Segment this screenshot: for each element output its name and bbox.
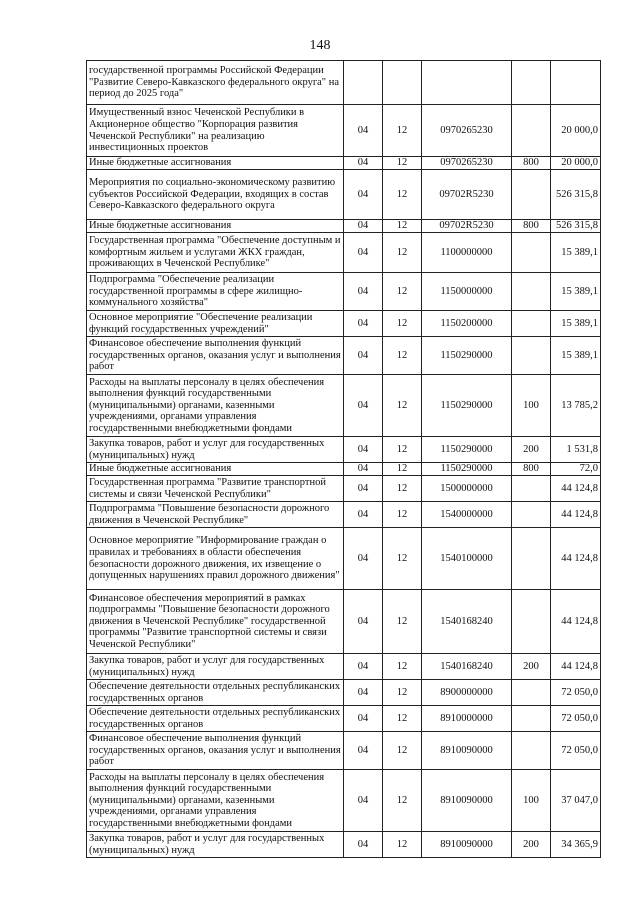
row-expense-type: 100 xyxy=(512,770,551,832)
row-name: Закупка товаров, работ и услуг для государственных (муниципальных) нужд xyxy=(87,654,344,680)
row-expense-type xyxy=(512,311,551,337)
row-amount: 13 785,2 xyxy=(551,375,601,437)
row-subsection: 12 xyxy=(383,375,422,437)
row-amount: 1 531,8 xyxy=(551,437,601,463)
row-name: Государственная программа "Обеспечение доступным и комфортным жильем и услугами ЖКХ граждан, проживающих в Чеченской Республике" xyxy=(87,233,344,273)
row-section: 04 xyxy=(344,590,383,654)
row-name: Подпрограмма "Повышение безопасности дорожного движения в Чеченской Республике" xyxy=(87,502,344,528)
row-target-article: 1150000000 xyxy=(422,273,512,311)
row-section: 04 xyxy=(344,770,383,832)
table-row xyxy=(87,732,601,770)
row-subsection: 12 xyxy=(383,528,422,590)
row-expense-type: 200 xyxy=(512,654,551,680)
row-target-article: 0970265230 xyxy=(422,157,512,170)
row-expense-type xyxy=(512,590,551,654)
row-target-article: 1150290000 xyxy=(422,437,512,463)
row-amount: 44 124,8 xyxy=(551,476,601,502)
row-amount: 20 000,0 xyxy=(551,105,601,157)
table-row xyxy=(87,528,601,590)
table-row xyxy=(87,502,601,528)
row-name: Закупка товаров, работ и услуг для государственных (муниципальных) нужд xyxy=(87,832,344,858)
row-target-article: 8910000000 xyxy=(422,706,512,732)
table-row xyxy=(87,337,601,375)
row-amount: 72,0 xyxy=(551,463,601,476)
row-target-article: 1540100000 xyxy=(422,528,512,590)
row-subsection: 12 xyxy=(383,476,422,502)
row-amount: 15 389,1 xyxy=(551,311,601,337)
row-amount: 72 050,0 xyxy=(551,680,601,706)
table-row xyxy=(87,105,601,157)
row-target-article: 1150290000 xyxy=(422,337,512,375)
row-section: 04 xyxy=(344,170,383,220)
row-expense-type xyxy=(512,502,551,528)
row-section xyxy=(344,61,383,105)
row-expense-type xyxy=(512,61,551,105)
row-amount: 44 124,8 xyxy=(551,654,601,680)
row-subsection: 12 xyxy=(383,170,422,220)
row-target-article: 1150290000 xyxy=(422,463,512,476)
table-row xyxy=(87,311,601,337)
row-target-article: 1540168240 xyxy=(422,654,512,680)
table-row xyxy=(87,157,601,170)
row-subsection: 12 xyxy=(383,732,422,770)
row-name: Финансовое обеспечения мероприятий в рамках подпрограммы "Повышение безопасности дорожного движения в Чеченской Республике" государственной программы "Развитие транспортной системы и связи Чеченской Республики" xyxy=(87,590,344,654)
table-row xyxy=(87,680,601,706)
table-row xyxy=(87,170,601,220)
row-target-article: 8900000000 xyxy=(422,680,512,706)
row-amount: 15 389,1 xyxy=(551,337,601,375)
row-target-article: 8910090000 xyxy=(422,732,512,770)
row-name: Основное мероприятие "Обеспечение реализации функций государственных учреждений" xyxy=(87,311,344,337)
row-amount: 44 124,8 xyxy=(551,590,601,654)
row-subsection: 12 xyxy=(383,437,422,463)
row-expense-type xyxy=(512,105,551,157)
row-expense-type: 800 xyxy=(512,220,551,233)
row-section: 04 xyxy=(344,528,383,590)
budget-table-body xyxy=(87,61,601,858)
row-name: государственной программы Российской Федерации "Развитие Северо-Кавказского федерального округа" на период до 2025 года" xyxy=(87,61,344,105)
row-expense-type: 800 xyxy=(512,463,551,476)
row-subsection: 12 xyxy=(383,680,422,706)
row-subsection xyxy=(383,61,422,105)
row-subsection: 12 xyxy=(383,233,422,273)
row-subsection: 12 xyxy=(383,273,422,311)
row-amount: 72 050,0 xyxy=(551,732,601,770)
row-name: Расходы на выплаты персоналу в целях обеспечения выполнения функций государственными (муниципальными) органами, казенными учреждениями, органами управления государственными внебюджетными фондами xyxy=(87,375,344,437)
table-row xyxy=(87,61,601,105)
budget-table xyxy=(86,60,601,858)
row-section: 04 xyxy=(344,437,383,463)
row-section: 04 xyxy=(344,654,383,680)
row-target-article: 1150290000 xyxy=(422,375,512,437)
table-row xyxy=(87,706,601,732)
row-target-article: 0970265230 xyxy=(422,105,512,157)
row-amount xyxy=(551,61,601,105)
row-name: Мероприятия по социально-экономическому развитию субъектов Российской Федерации, входящих в состав Северо-Кавказского федерального округа xyxy=(87,170,344,220)
row-name: Обеспечение деятельности отдельных республиканских государственных органов xyxy=(87,706,344,732)
row-section: 04 xyxy=(344,502,383,528)
row-expense-type: 100 xyxy=(512,375,551,437)
row-target-article: 09702R5230 xyxy=(422,220,512,233)
row-amount: 526 315,8 xyxy=(551,170,601,220)
table-row xyxy=(87,375,601,437)
row-expense-type xyxy=(512,680,551,706)
row-name: Расходы на выплаты персоналу в целях обеспечения выполнения функций государственными (муниципальными) органами, казенными учреждениями, органами управления государственными внебюджетными фондами xyxy=(87,770,344,832)
row-section: 04 xyxy=(344,337,383,375)
row-subsection: 12 xyxy=(383,105,422,157)
row-target-article xyxy=(422,61,512,105)
row-section: 04 xyxy=(344,375,383,437)
row-name: Подпрограмма "Обеспечение реализации государственной программы в сфере жилищно-коммунального хозяйства" xyxy=(87,273,344,311)
row-expense-type xyxy=(512,273,551,311)
row-name: Основное мероприятие "Информирование граждан о правилах и требованиях в области обеспечения безопасности дорожного движения, их извещение о допущенных нарушениях правил дорожного движения" xyxy=(87,528,344,590)
row-subsection: 12 xyxy=(383,220,422,233)
row-name: Иные бюджетные ассигнования xyxy=(87,157,344,170)
row-target-article: 09702R5230 xyxy=(422,170,512,220)
row-amount: 37 047,0 xyxy=(551,770,601,832)
row-amount: 34 365,9 xyxy=(551,832,601,858)
row-subsection: 12 xyxy=(383,706,422,732)
row-amount: 44 124,8 xyxy=(551,528,601,590)
row-target-article: 1540000000 xyxy=(422,502,512,528)
row-name: Финансовое обеспечение выполнения функций государственных органов, оказания услуг и выполнения работ xyxy=(87,337,344,375)
row-section: 04 xyxy=(344,157,383,170)
table-row xyxy=(87,220,601,233)
row-expense-type xyxy=(512,233,551,273)
row-expense-type: 200 xyxy=(512,832,551,858)
row-amount: 44 124,8 xyxy=(551,502,601,528)
row-name: Государственная программа "Развитие транспортной системы и связи Чеченской Республики" xyxy=(87,476,344,502)
row-section: 04 xyxy=(344,732,383,770)
row-expense-type xyxy=(512,706,551,732)
row-target-article: 1100000000 xyxy=(422,233,512,273)
row-section: 04 xyxy=(344,105,383,157)
row-section: 04 xyxy=(344,220,383,233)
row-section: 04 xyxy=(344,680,383,706)
row-expense-type xyxy=(512,170,551,220)
row-section: 04 xyxy=(344,832,383,858)
row-expense-type xyxy=(512,476,551,502)
row-section: 04 xyxy=(344,311,383,337)
row-target-article: 8910090000 xyxy=(422,832,512,858)
row-subsection: 12 xyxy=(383,157,422,170)
table-row xyxy=(87,770,601,832)
table-row xyxy=(87,832,601,858)
table-row xyxy=(87,654,601,680)
row-subsection: 12 xyxy=(383,590,422,654)
row-section: 04 xyxy=(344,706,383,732)
row-amount: 15 389,1 xyxy=(551,233,601,273)
row-name: Иные бюджетные ассигнования xyxy=(87,220,344,233)
table-row xyxy=(87,476,601,502)
row-target-article: 1150200000 xyxy=(422,311,512,337)
row-subsection: 12 xyxy=(383,311,422,337)
row-subsection: 12 xyxy=(383,337,422,375)
row-subsection: 12 xyxy=(383,654,422,680)
row-expense-type xyxy=(512,528,551,590)
page-number: 148 xyxy=(309,38,331,53)
row-subsection: 12 xyxy=(383,463,422,476)
table-row xyxy=(87,233,601,273)
table-row xyxy=(87,273,601,311)
row-amount: 72 050,0 xyxy=(551,706,601,732)
row-section: 04 xyxy=(344,233,383,273)
table-row xyxy=(87,463,601,476)
row-name: Финансовое обеспечение выполнения функций государственных органов, оказания услуг и выполнения работ xyxy=(87,732,344,770)
row-name: Иные бюджетные ассигнования xyxy=(87,463,344,476)
row-name: Имущественный взнос Чеченской Республики в Акционерное общество "Корпорация развития Чеченской Республики" на реализацию инвестиционных проектов xyxy=(87,105,344,157)
row-subsection: 12 xyxy=(383,502,422,528)
row-expense-type: 200 xyxy=(512,437,551,463)
row-section: 04 xyxy=(344,463,383,476)
row-section: 04 xyxy=(344,273,383,311)
row-amount: 526 315,8 xyxy=(551,220,601,233)
row-target-article: 1540168240 xyxy=(422,590,512,654)
row-expense-type: 800 xyxy=(512,157,551,170)
row-subsection: 12 xyxy=(383,770,422,832)
row-amount: 15 389,1 xyxy=(551,273,601,311)
row-subsection: 12 xyxy=(383,832,422,858)
table-row xyxy=(87,437,601,463)
row-section: 04 xyxy=(344,476,383,502)
row-name: Закупка товаров, работ и услуг для государственных (муниципальных) нужд xyxy=(87,437,344,463)
row-target-article: 8910090000 xyxy=(422,770,512,832)
table-row xyxy=(87,590,601,654)
row-name: Обеспечение деятельности отдельных республиканских государственных органов xyxy=(87,680,344,706)
row-target-article: 1500000000 xyxy=(422,476,512,502)
row-amount: 20 000,0 xyxy=(551,157,601,170)
row-expense-type xyxy=(512,732,551,770)
row-expense-type xyxy=(512,337,551,375)
